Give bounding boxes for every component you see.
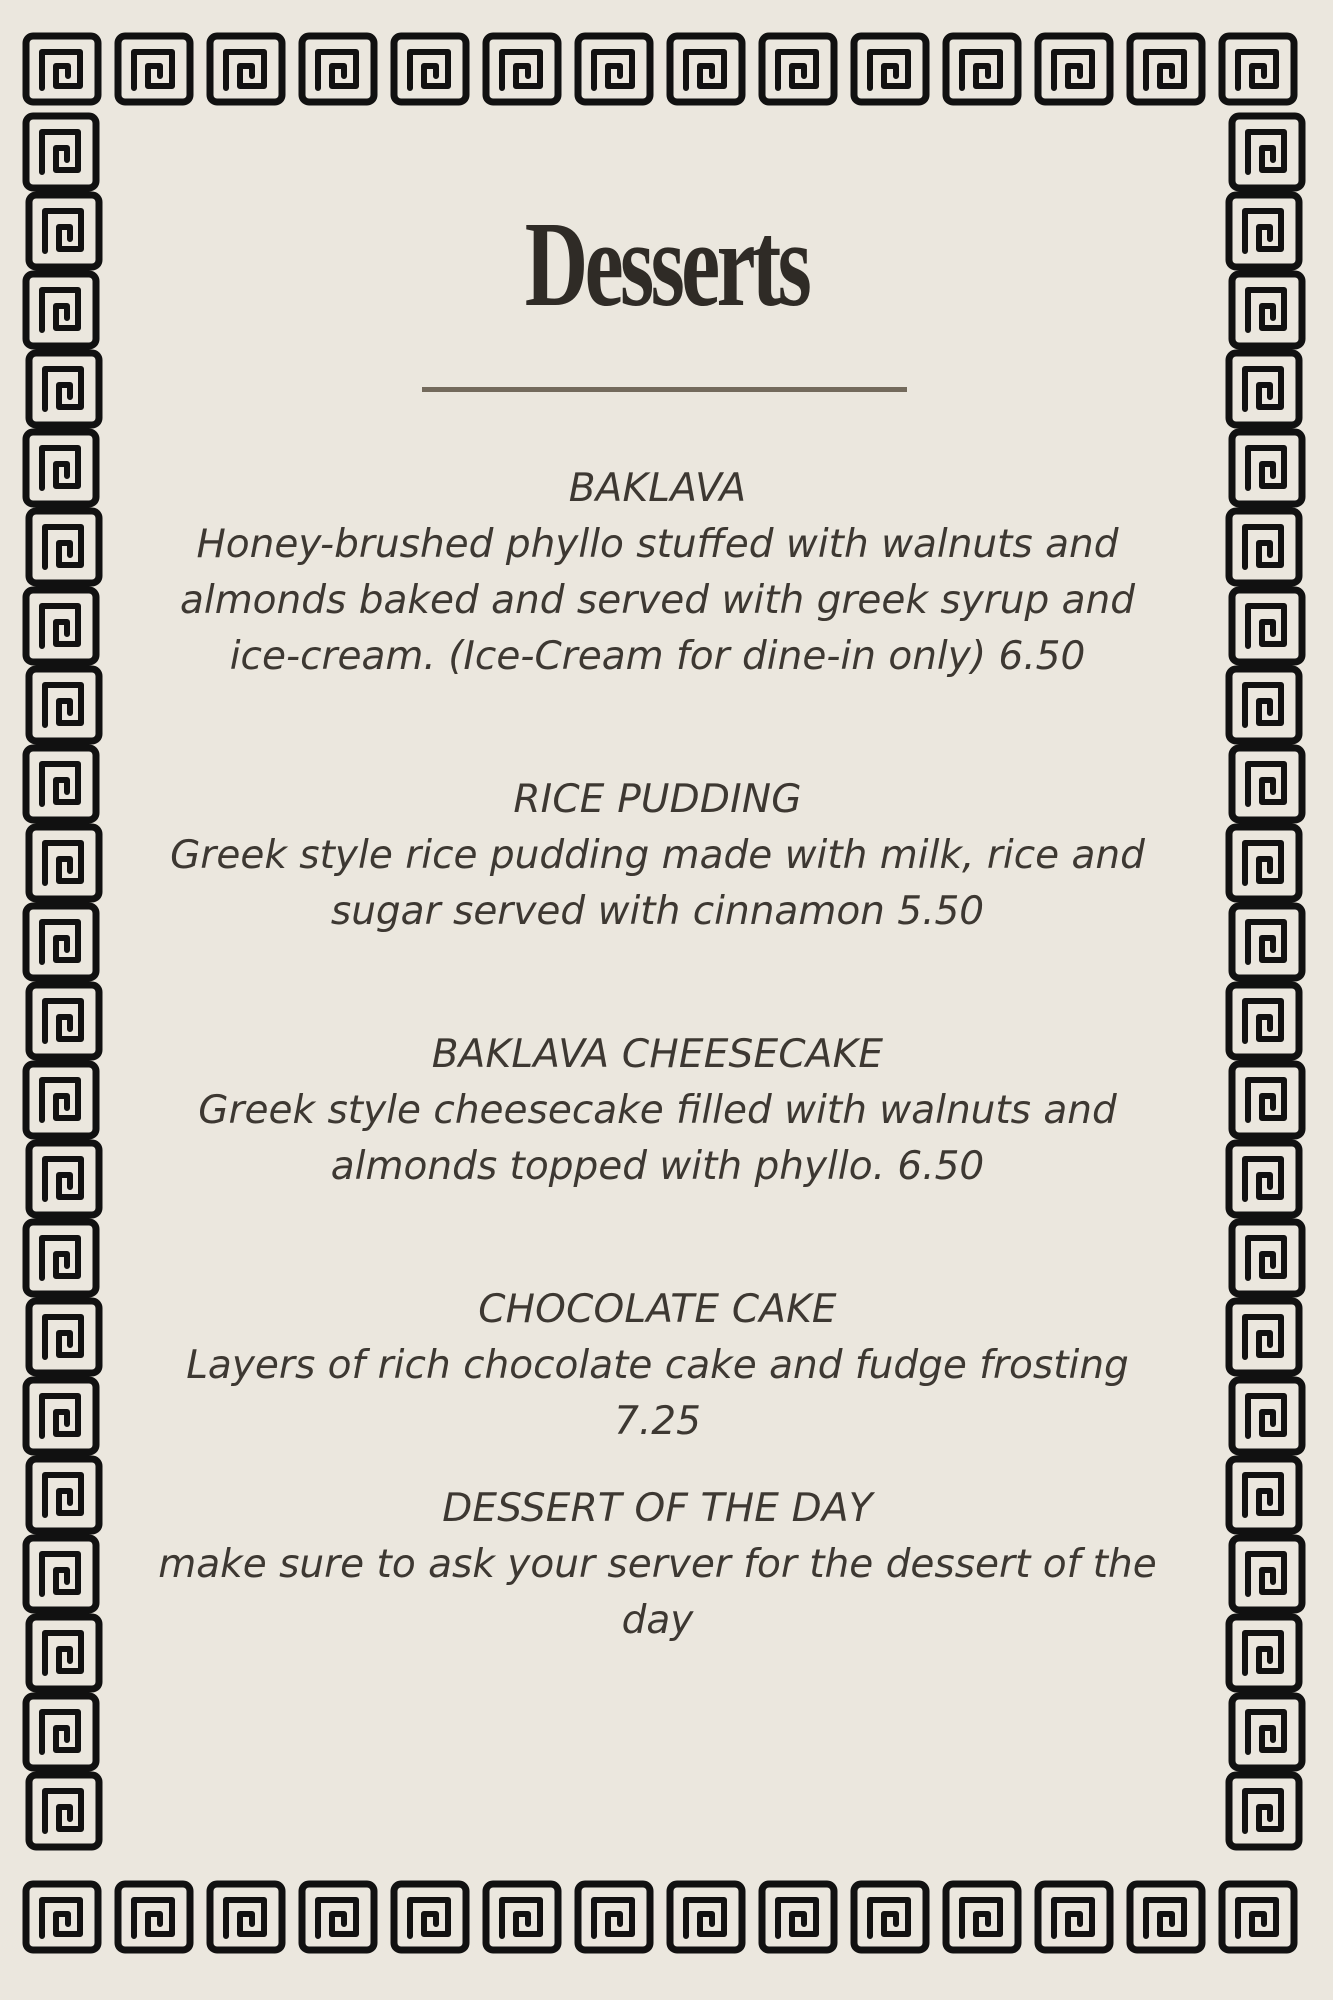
border-tile-bottom [486, 1884, 558, 1950]
border-tile-top [118, 36, 190, 102]
border-tile-right [1229, 511, 1299, 583]
border-tile-top [762, 36, 834, 102]
border-tile-left [26, 590, 96, 662]
menu-item-description: Honey-brushed phyllo stuffed with walnuts and almonds baked and served with greek syrup and ice-cream. (Ice-Cream for dine-in only) 6.50 [179, 522, 1136, 679]
menu-item-description: Greek style cheesecake filled with walnuts and almonds topped with phyllo. 6.50 [198, 1088, 1117, 1189]
border-tile-left [29, 353, 99, 425]
border-tile-right [1229, 1459, 1299, 1531]
border-tile-right [1232, 590, 1302, 662]
border-tile-right [1229, 985, 1299, 1057]
border-tile-left [29, 195, 99, 267]
border-tile-right [1229, 827, 1299, 899]
border-tile-right [1232, 1538, 1302, 1610]
border-tile-right [1232, 116, 1302, 188]
border-tile-right [1232, 1064, 1302, 1136]
border-tile-top [26, 36, 98, 102]
border-tile-bottom [1222, 1884, 1294, 1950]
border-tile-left [29, 1143, 99, 1215]
title-divider [422, 387, 907, 392]
border-tile-bottom [118, 1884, 190, 1950]
border-tile-right [1232, 1380, 1302, 1452]
border-tile-left [26, 432, 96, 504]
border-tile-right [1232, 274, 1302, 346]
border-tile-left [29, 1775, 99, 1847]
border-tile-right [1229, 669, 1299, 741]
border-tile-left [26, 748, 96, 820]
border-tile-top [1222, 36, 1294, 102]
border-tile-bottom [210, 1884, 282, 1950]
border-tile-top [946, 36, 1018, 102]
border-tile-top [210, 36, 282, 102]
menu-item-chocolate-cake [150, 1281, 1165, 1450]
border-tile-top [486, 36, 558, 102]
menu-item-dessert-of-the-day [150, 1480, 1165, 1649]
border-tile-top [394, 36, 466, 102]
border-tile-right [1229, 1143, 1299, 1215]
border-tile-right [1232, 1222, 1302, 1294]
border-tile-left [26, 274, 96, 346]
border-tile-right [1229, 1775, 1299, 1847]
menu-item-baklava [150, 460, 1165, 685]
menu-item-description: make sure to ask your server for the dessert of the day [158, 1542, 1157, 1643]
border-tile-left [26, 1696, 96, 1768]
border-tile-right [1229, 1301, 1299, 1373]
border-tile-left [29, 511, 99, 583]
border-tile-bottom [946, 1884, 1018, 1950]
border-tile-left [29, 1301, 99, 1373]
border-tile-bottom [670, 1884, 742, 1950]
border-tile-bottom [26, 1884, 98, 1950]
border-tile-right [1229, 1617, 1299, 1689]
border-tile-left [26, 906, 96, 978]
menu-item-name: BAKLAVA [568, 466, 747, 511]
border-tile-left [29, 985, 99, 1057]
menu-item-name: BAKLAVA CHEESECAKE [431, 1032, 884, 1077]
border-tile-right [1232, 748, 1302, 820]
border-tile-right [1232, 432, 1302, 504]
page-title: Desserts [524, 197, 809, 332]
menu-item-description: Greek style rice pudding made with milk, rice and sugar served with cinnamon 5.50 [170, 833, 1145, 934]
menu-item-description: Layers of rich chocolate cake and fudge frosting 7.25 [186, 1343, 1129, 1444]
menu-item-rice-pudding [150, 771, 1165, 940]
border-tile-bottom [1130, 1884, 1202, 1950]
border-tile-left [26, 1222, 96, 1294]
border-tile-bottom [1038, 1884, 1110, 1950]
border-tile-top [1130, 36, 1202, 102]
border-tile-left [26, 1064, 96, 1136]
border-tile-left [29, 1459, 99, 1531]
border-tile-right [1232, 906, 1302, 978]
border-tile-top [302, 36, 374, 102]
menu-item-baklava-cheesecake [150, 1026, 1165, 1195]
border-tile-bottom [394, 1884, 466, 1950]
border-tile-right [1229, 353, 1299, 425]
border-tile-right [1232, 1696, 1302, 1768]
border-tile-bottom [854, 1884, 926, 1950]
border-tile-bottom [578, 1884, 650, 1950]
border-tile-right [1229, 195, 1299, 267]
menu-item-name: DESSERT OF THE DAY [442, 1486, 873, 1531]
border-tile-bottom [762, 1884, 834, 1950]
border-tile-top [854, 36, 926, 102]
border-tile-bottom [302, 1884, 374, 1950]
border-tile-left [26, 1538, 96, 1610]
border-tile-left [29, 827, 99, 899]
border-tile-top [1038, 36, 1110, 102]
menu-item-name: CHOCOLATE CAKE [478, 1287, 837, 1332]
border-tile-top [578, 36, 650, 102]
border-tile-left [26, 116, 96, 188]
menu-item-name: RICE PUDDING [513, 777, 802, 822]
border-tile-left [26, 1380, 96, 1452]
border-tile-top [670, 36, 742, 102]
border-tile-left [29, 1617, 99, 1689]
border-tile-left [29, 669, 99, 741]
